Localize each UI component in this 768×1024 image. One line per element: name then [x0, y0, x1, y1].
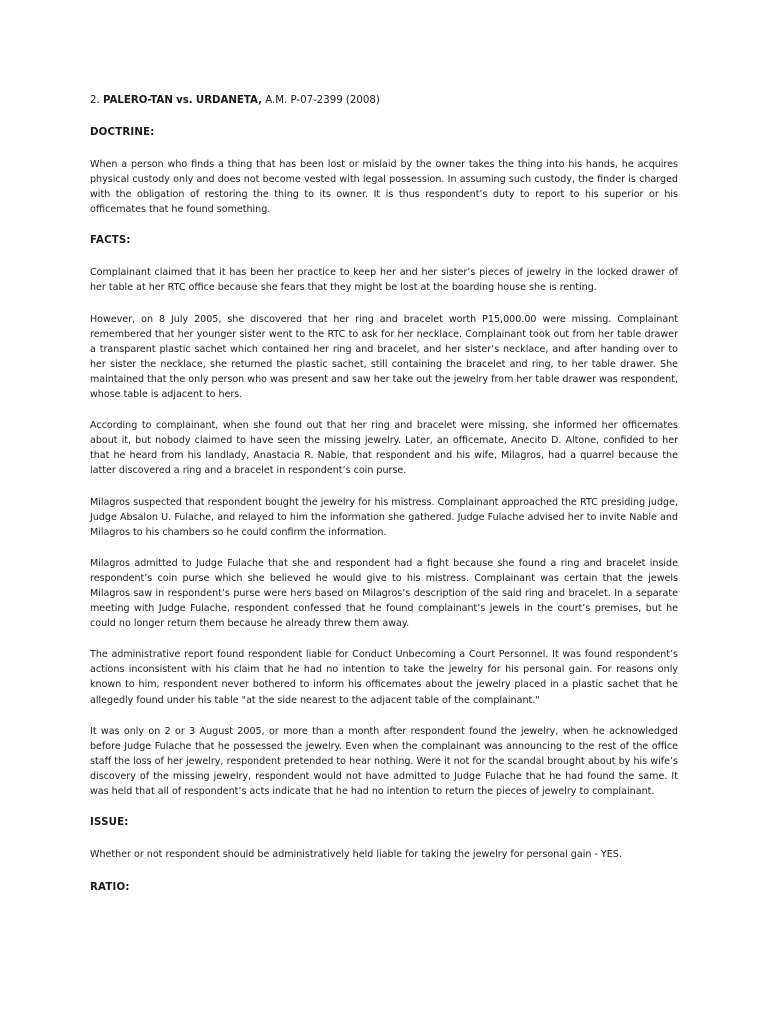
facts-paragraph-3: According to complainant, when she found out that her ring and bracelet were missing, she informed her officemates about it, but nobody claimed to have seen the missing jewelry. Later, an officemate, Anecito D. Altone, confided to her that he heard from his landlady, Anastacia R. Nable, that respondent and his wife, Milagros, had a quarrel because the latter discovered a ring and a bracelet in respondent’s coin purse.	[90, 420, 678, 477]
doctrine-heading: DOCTRINE:	[90, 127, 155, 138]
facts-heading: FACTS:	[90, 235, 131, 247]
case-title	[90, 93, 678, 108]
facts-paragraph-7: It was only on 2 or 3 August 2005, or more than a month after respondent found the jewelry, when he acknowledged before Judge Fulache that he possessed the jewelry. Even when the complainant was announcing to the rest of the office staff the loss of her jewelry, respondent pretended to hear nothing. Were it not for the scandal brought about by his wife’s discovery of the missing jewelry, respondent would not have admitted to Judge Fulache that he had found the same. It was held that all of respondent’s acts indicate that he had no intention to return the pieces of jewelry to complainant.	[90, 725, 678, 797]
party-two: URDANETA,	[195, 95, 262, 106]
issue-paragraph: Whether or not respondent should be administratively held liable for taking the jewelry for personal gain - YES.	[90, 849, 622, 861]
facts-paragraph-1: Complainant claimed that it has been her practice to keep her and her sister’s pieces of jewelry in the locked drawer of her table at her RTC office because she fears that they might be lost at the boarding house she is renting.	[90, 267, 678, 294]
doctrine-paragraph: When a person who finds a thing that has been lost or mislaid by the owner takes the thing into his hands, he acquires physical custody only and does not become vested with legal possession. In assuming such custody, the finder is charged with the obligation of restoring the thing to its owner. It is thus respondent’s duty to report to his superior or his officemates that he found something.	[90, 159, 678, 216]
facts-paragraph-4: Milagros suspected that respondent bought the jewelry for his mistress. Complainant approached the RTC presiding judge, Judge Absalon U. Fulache, and relayed to him the information she gathered. Judge Fulache advised her to invite Nable and Milagros to his chambers so he could confirm the information.	[90, 496, 678, 538]
ratio-heading: RATIO:	[90, 882, 130, 894]
case-citation: A.M. P-07-2399 (2008)	[265, 95, 380, 106]
facts-paragraph-6: The administrative report found respondent liable for Conduct Unbecoming a Court Personnel. It was found respondent’s actions inconsistent with his claim that he had no intention to take the jewelry for his personal gain. For reasons only known to him, respondent never bothered to inform his officemates about the jewelry placed in a plastic sachet that he allegedly found under his table "at the side nearest to the adjacent table of the complainant."	[90, 649, 678, 706]
case-number: 2.	[90, 95, 100, 106]
issue-heading: ISSUE:	[90, 817, 129, 829]
versus-text: vs.	[176, 95, 193, 106]
facts-paragraph-2: However, on 8 July 2005, she discovered that her ring and bracelet worth P15,000.00 were missing. Complainant remembered that her younger sister went to the RTC to ask for her necklace. Complainant took out from her table drawer a transparent plastic sachet which contained her ring and bracelet, and her sister’s necklace, and after handing over to her sister the necklace, she returned the plastic sachet, still containing the bracelet and ring, to her table drawer. She maintained that the only person who was present and saw her take out the jewelry from her table drawer was respondent, whose table is adjacent to hers.	[90, 313, 678, 401]
party-one: PALERO-TAN	[102, 95, 173, 106]
document-body	[90, 93, 678, 912]
facts-paragraph-5: Milagros admitted to Judge Fulache that she and respondent had a fight because she found a ring and bracelet inside respondent’s coin purse which she believed he would give to his mistress. Complainant was certain that the jewels Milagros saw in respondent’s purse were hers based on Milagros’s description of the said ring and bracelet. In a separate meeting with Judge Fulache, respondent confessed that he found complainant’s jewels in the court’s premises, but he could no longer return them because he already threw them away.	[90, 557, 678, 630]
